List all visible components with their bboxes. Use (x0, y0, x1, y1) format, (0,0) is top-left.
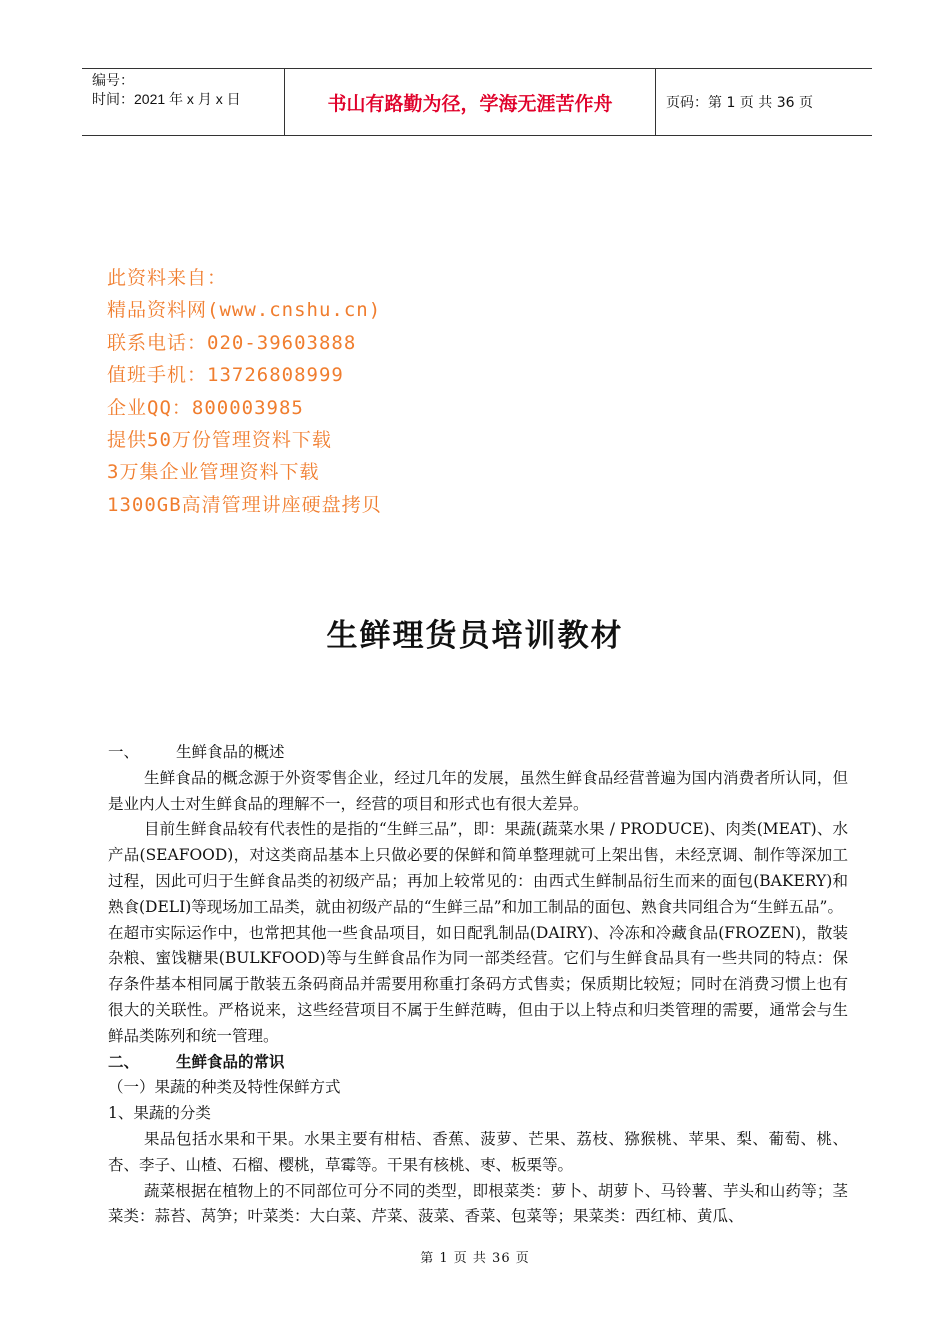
promo-line: 值班手机：13726808999 (107, 364, 344, 387)
number-label: 编号： (92, 72, 134, 88)
section-number: 一、 (108, 743, 140, 761)
subheading: 1、果蔬的分类 (108, 1104, 211, 1123)
subheading: （一）果蔬的种类及特性保鲜方式 (108, 1078, 341, 1097)
header-motto: 书山有路勤为径，学海无涯苦作舟 (284, 69, 656, 135)
promo-line: 3万集企业管理资料下载 (107, 461, 320, 484)
promo-line: 企业QQ：800003985 (107, 396, 304, 419)
section-title: 生鲜食品的常识 (176, 1052, 285, 1071)
document-title: 生鲜理货员培训教材 (326, 618, 624, 654)
page-header (82, 68, 872, 136)
page-footer: 第 1 页 共 36 页 (420, 1251, 530, 1266)
promo-line: 联系电话：020-39603888 (107, 331, 357, 354)
paragraph: 目前生鲜食品较有代表性的是指的“生鲜三品”，即：果蔬(蔬菜水果 / PRODUCE)、肉类(MEAT)、水产品(SEAFOOD)，对这类商品基本上只做必要的保鲜和简单整理就可上架出售，未经烹调、制作等深加工过程，因此可归于生鲜食品类的初级产品；再加上较常见的：由西式生鲜制品衍生而来的面包(BAKERY)和熟食(DELI)等现场加工品类，就由初级产品的“生鲜三品”和加工制品的面包、熟食共同组合为“生鲜五品”。 (108, 820, 848, 916)
section-heading-2 (108, 1050, 848, 1076)
paragraph: 生鲜食品的概念源于外资零售企业，经过几年的发展，虽然生鲜食品经营普遍为国内消费者所认同，但是业内人士对生鲜食品的理解不一，经营的项目和形式也有很大差异。 (108, 768, 848, 813)
header-page-label: 页码：第 1 页 共 36 页 (666, 95, 813, 111)
promo-line: 精品资料网(www.cnshu.cn) (107, 299, 382, 322)
paragraph: 果品包括水果和干果。水果主要有柑桔、香蕉、菠萝、芒果、荔枝、猕猴桃、苹果、梨、葡萄、桃、杏、李子、山楂、石榴、樱桃，草霉等。干果有核桃、枣、板栗等。 (108, 1129, 848, 1174)
section-heading-1 (108, 740, 848, 766)
promo-line: 此资料来自： (107, 267, 228, 289)
document-body (108, 740, 848, 1230)
promo-block (107, 262, 382, 521)
promo-line: 1300GB高清管理讲座硬盘拷贝 (107, 493, 382, 516)
section-title: 生鲜食品的概述 (176, 743, 285, 761)
date-label: 时间：2021 年 x 月 x 日 (92, 91, 241, 107)
paragraph: 在超市实际运作中，也常把其他一些食品项目，如日配乳制品(DAIRY)、冷冻和冷藏食品(FROZEN)，散装杂粮、蜜饯糖果(BULKFOOD)等与生鲜食品作为同一部类经营。它们与生鲜食品具有一些共同的特点：保存条件基本相同属于散装五条码商品并需要用称重打条码方式售卖；保质期比较短；同时在消费习惯上也有很大的关联性。严格说来，这些经营项目不属于生鲜范畴，但由于以上特点和归类管理的需要，通常会与生鲜品类陈列和统一管理。 (108, 923, 848, 1045)
header-info (82, 69, 284, 135)
promo-line: 提供50万份管理资料下载 (107, 429, 332, 452)
section-number: 二、 (108, 1052, 140, 1071)
paragraph: 蔬菜根据在植物上的不同部位可分不同的类型，即根菜类：萝卜、胡萝卜、马铃薯、芋头和山药等；茎菜类：蒜苔、莴笋；叶菜类：大白菜、芹菜、菠菜、香菜、包菜等；果菜类：西红柿、黄瓜、 (108, 1181, 848, 1226)
